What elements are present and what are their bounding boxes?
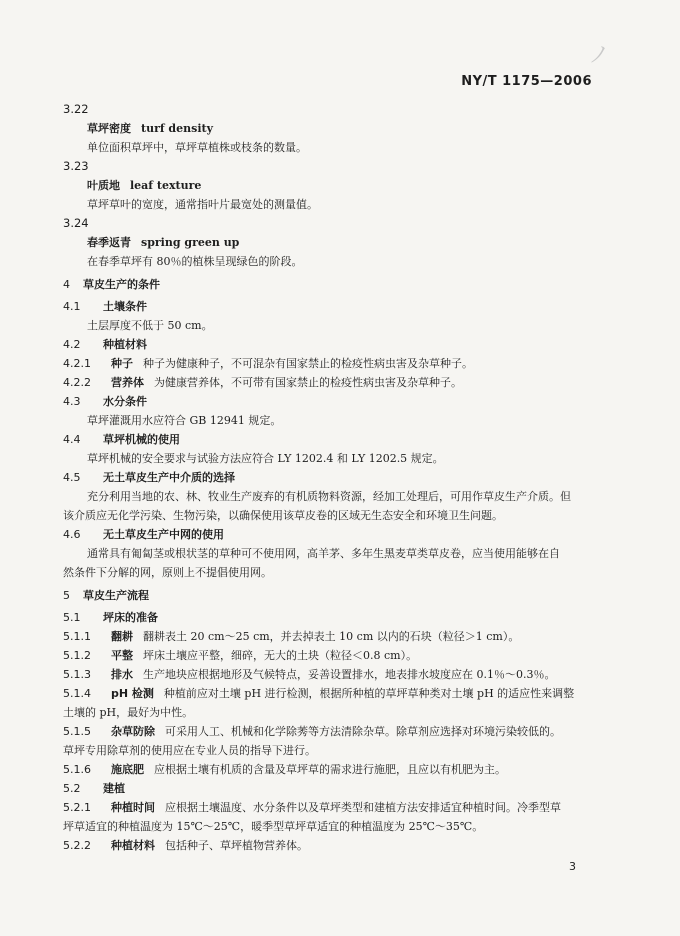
clause-text: 坪床土壤应平整，细碎，无大的土块（粒径＜0.8 cm）。 (143, 649, 418, 662)
clause-heading (63, 525, 603, 544)
clause-heading (63, 468, 603, 487)
clause-number: 5.1.6 (63, 763, 91, 776)
subclause (63, 760, 603, 779)
clause-text: 草坪灌溉用水应符合 GB 12941 规定。 (87, 414, 282, 427)
clause-title: 水分条件 (103, 395, 147, 408)
clause-text: 生产地块应根据地形及气候特点，妥善设置排水，地表排水坡度应在 0.1％～0.3％。 (143, 668, 556, 681)
section-heading (63, 586, 603, 605)
clause-title: 无土草皮生产中网的使用 (103, 528, 224, 541)
clause-text: 翻耕表土 20 cm～25 cm，并去掉表土 10 cm 以内的石块（粒径＞1 cm）。 (143, 630, 520, 643)
clause-title: 建植 (103, 782, 125, 795)
section-number: 5 (63, 589, 70, 602)
clause-number: 5.1.3 (63, 668, 91, 681)
clause-number: 4.2.2 (63, 376, 91, 389)
clause-number: 4.2.1 (63, 357, 91, 370)
clause-title: 无土草皮生产中介质的选择 (103, 471, 235, 484)
subclause (63, 722, 603, 741)
clause-number: 4.1 (63, 300, 81, 313)
clause-heading (63, 335, 603, 354)
clause-text: 可采用人工、机械和化学除莠等方法清除杂草。除草剂应选择对环境污染较低的。 (165, 725, 561, 738)
clause-number: 3.22 (63, 102, 89, 116)
clause-title: 种子 (111, 357, 133, 370)
term-definition: 草坪草叶的宽度，通常指叶片最宽处的测量值。 (87, 198, 318, 211)
clause-text: 坪草适宜的种植温度为 15℃～25℃，暖季型草坪草适宜的种植温度为 25℃～35℃。 (63, 820, 484, 833)
clause-number: 3.23 (63, 159, 89, 173)
subclause (63, 373, 603, 392)
subclause (63, 798, 603, 817)
clause-number: 5.1.2 (63, 649, 91, 662)
clause-number: 5.1.1 (63, 630, 91, 643)
clause-title: 杂草防除 (111, 725, 155, 738)
term-definition: 单位面积草坪中，草坪草植株或枝条的数量。 (87, 141, 307, 154)
clause-text: 包括种子、草坪植物营养体。 (165, 839, 308, 852)
term-heading (63, 233, 603, 252)
clause-title: 排水 (111, 668, 133, 681)
scan-mark: ノ (587, 43, 610, 68)
subclause (63, 646, 603, 665)
clause-text: 通常具有匍匐茎或根状茎的草种可不使用网，高羊茅、多年生黑麦草类草皮卷，应当使用能够在自 (87, 547, 560, 560)
clause-text: 种植前应对土壤 pH 进行检测，根据所种植的草坪草种类对土壤 pH 的适应性来调整 (163, 687, 575, 700)
term-definition: 在春季草坪有 80％的植株呈现绿色的阶段。 (87, 255, 303, 268)
clause-title: 土壤条件 (103, 300, 147, 313)
clause-heading (63, 392, 603, 411)
clause-text: 土层厚度不低于 50 cm。 (87, 319, 213, 332)
clause-text: 然条件下分解的网，原则上不提倡使用网。 (63, 566, 272, 579)
clause-number: 5.2.2 (63, 839, 91, 852)
clause-number: 4.3 (63, 395, 81, 408)
term-chinese: 春季返青 (87, 236, 131, 249)
clause-number: 4.2 (63, 338, 81, 351)
clause-title: 草坪机械的使用 (103, 433, 180, 446)
clause-text: 草坪机械的安全要求与试验方法应符合 LY 1202.4 和 LY 1202.5 规定。 (87, 452, 444, 465)
clause-heading (63, 430, 603, 449)
clause-title: 种植时间 (111, 801, 155, 814)
term-chinese: 草坪密度 (87, 122, 131, 135)
subclause (63, 665, 603, 684)
term-english: turf density (141, 122, 213, 135)
clause-number: 4.6 (63, 528, 81, 541)
clause-text: 为健康营养体，不可带有国家禁止的检疫性病虫害及杂草种子。 (154, 376, 462, 389)
clause-number: 5.2.1 (63, 801, 91, 814)
clause-number: 5.1.4 (63, 687, 91, 700)
clause-title: 种植材料 (111, 839, 155, 852)
clause-title: pH 检测 (111, 687, 154, 700)
clause-title: 坪床的准备 (103, 611, 158, 624)
term-chinese: 叶质地 (87, 179, 120, 192)
clause-text: 该介质应无化学污染、生物污染，以确保使用该草皮卷的区域无生态安全和环境卫生问题。 (63, 509, 503, 522)
clause-text: 草坪专用除草剂的使用应在专业人员的指导下进行。 (63, 744, 316, 757)
term-heading (63, 119, 603, 138)
clause-text: 种子为健康种子，不可混杂有国家禁止的检疫性病虫害及杂草种子。 (143, 357, 473, 370)
clause-heading (63, 779, 603, 798)
clause-text: 应根据土壤有机质的含量及草坪草的需求进行施肥，且应以有机肥为主。 (154, 763, 506, 776)
clause-title: 营养体 (111, 376, 144, 389)
clause-heading (63, 297, 603, 316)
clause-number: 5.2 (63, 782, 81, 795)
clause-title: 施底肥 (111, 763, 144, 776)
section-heading (63, 275, 603, 294)
clause-heading (63, 608, 603, 627)
subclause (63, 627, 603, 646)
section-number: 4 (63, 278, 70, 291)
clause-text: 充分利用当地的农、林、牧业生产废弃的有机质物料资源，经加工处理后，可用作草皮生产介质。但 (87, 490, 571, 503)
page-number: 3 (569, 860, 576, 873)
clause-number: 5.1.5 (63, 725, 91, 738)
section-title: 草皮生产流程 (83, 589, 149, 602)
subclause (63, 354, 603, 373)
clause-title: 翻耕 (111, 630, 133, 643)
subclause (63, 836, 603, 855)
term-heading (63, 176, 603, 195)
clause-text: 应根据土壤温度、水分条件以及草坪类型和建植方法安排适宜种植时间。冷季型草 (165, 801, 561, 814)
document-body (63, 100, 603, 855)
clause-title: 种植材料 (103, 338, 147, 351)
clause-number: 4.5 (63, 471, 81, 484)
clause-title: 平整 (111, 649, 133, 662)
term-english: spring green up (141, 236, 240, 249)
clause-number: 4.4 (63, 433, 81, 446)
term-english: leaf texture (130, 179, 202, 192)
clause-text: 土壤的 pH，最好为中性。 (63, 706, 194, 719)
section-title: 草皮生产的条件 (83, 278, 160, 291)
standard-code: NY/T 1175—2006 (461, 74, 592, 89)
clause-number: 3.24 (63, 216, 89, 230)
clause-number: 5.1 (63, 611, 81, 624)
subclause (63, 684, 603, 703)
